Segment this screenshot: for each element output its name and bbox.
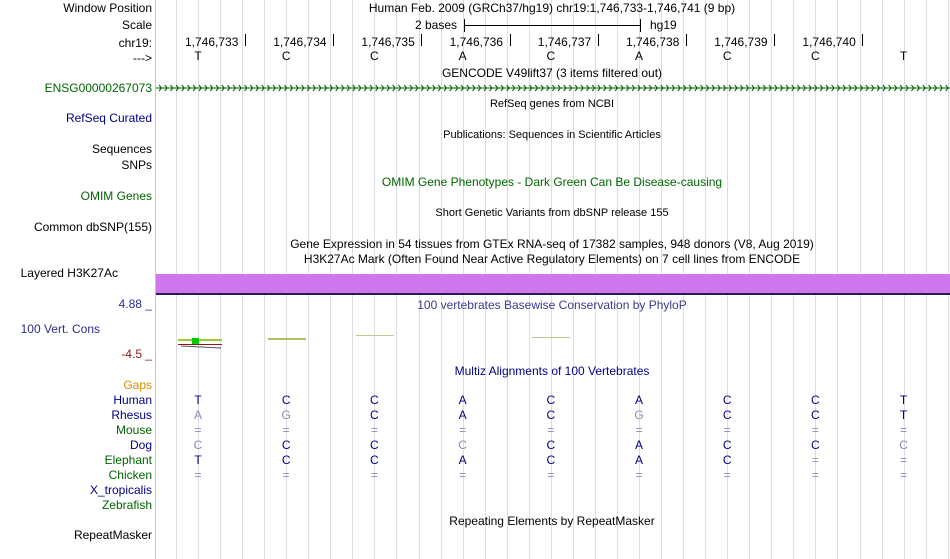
alignment-base: =: [900, 423, 908, 437]
alignment-base: =: [370, 423, 378, 437]
conservation-max-label: 4.88 _: [118, 297, 152, 311]
refseq-ncbi-title: RefSeq genes from NCBI: [489, 98, 615, 110]
species-label[interactable]: X_tropicalis: [89, 483, 152, 497]
ruler-position-label: 1,746,737: [537, 35, 592, 49]
scale-bar-right-tick: [640, 19, 641, 32]
alignment-base: T: [899, 408, 908, 422]
alignment-base: A: [634, 438, 643, 452]
reference-base: T: [194, 49, 202, 63]
reference-base: C: [370, 49, 379, 63]
ruler-position-label: 1,746,734: [273, 35, 327, 49]
phylop-signal[interactable]: [156, 330, 950, 354]
vert-cons-label[interactable]: 100 Vert. Cons: [20, 322, 100, 336]
alignment-base: C: [546, 408, 556, 422]
alignment-base: A: [634, 453, 643, 467]
alignment-base: =: [459, 423, 467, 437]
ruler-tick: [510, 34, 511, 46]
reference-sequence: [156, 49, 950, 63]
strand-arrow-label: --->: [133, 51, 152, 65]
ruler-tick: [245, 34, 246, 46]
chrom-label: chr19:: [118, 36, 152, 50]
alignment-base: =: [459, 468, 467, 482]
alignment-row: [156, 483, 950, 498]
ruler-tick: [862, 34, 863, 46]
alignment-base: =: [811, 453, 819, 467]
assembly-label: hg19: [650, 18, 677, 32]
phylop-title: 100 vertebrates Basewise Conservation by PhyloP: [417, 298, 687, 312]
ruler-position-label: 1,746,733: [185, 35, 239, 49]
alignment-row: [156, 498, 950, 513]
refseq-curated-label[interactable]: RefSeq Curated: [65, 111, 152, 125]
gencode-gene-feature[interactable]: [156, 81, 950, 95]
alignment-row: [156, 408, 950, 423]
ruler-tick: [333, 34, 334, 46]
ruler-position-label: 1,746,740: [802, 35, 856, 49]
ruler-tick: [421, 34, 422, 46]
reference-base: C: [722, 49, 732, 63]
position-title: Human Feb. 2009 (GRCh37/hg19) chr19:1,746,733-1,746,741 (9 bp): [368, 1, 736, 15]
alignment-base: C: [722, 438, 732, 452]
omim-genes-label[interactable]: OMIM Genes: [80, 189, 152, 203]
species-label[interactable]: Zebrafish: [101, 498, 152, 512]
alignment-base: C: [370, 393, 379, 407]
alignment-base: =: [900, 468, 908, 482]
gtex-title: Gene Expression in 54 tissues from GTEx RNA-seq of 17382 samples, 948 donors (V8, Aug 2019): [290, 237, 814, 251]
h3k27ac-signal-band[interactable]: [156, 274, 950, 293]
gencode-track-title: GENCODE V49lift37 (3 items filtered out): [441, 66, 663, 80]
alignment-row: [156, 393, 950, 408]
ruler-tick: [774, 34, 775, 46]
reference-base: C: [811, 49, 820, 63]
reference-base: A: [458, 49, 467, 63]
alignment-base: =: [635, 468, 643, 482]
alignment-base: C: [811, 393, 820, 407]
alignment-base: C: [722, 393, 732, 407]
layered-h3k27ac-label[interactable]: Layered H3K27Ac: [20, 266, 118, 280]
species-label[interactable]: Mouse: [115, 423, 152, 437]
ruler-position-label: 1,746,735: [361, 35, 415, 49]
sequences-label[interactable]: Sequences: [91, 142, 152, 156]
alignment-base: =: [282, 468, 290, 482]
alignment-base: C: [546, 438, 556, 452]
gaps-label: Gaps: [123, 378, 152, 392]
alignment-base: T: [194, 393, 202, 407]
alignment-row: [156, 468, 950, 483]
repeatmasker-label[interactable]: RepeatMasker: [73, 528, 152, 542]
alignment-base: C: [193, 438, 203, 452]
scale-text: 2 bases: [415, 18, 458, 32]
alignment-base: A: [458, 453, 467, 467]
alignment-base: C: [370, 438, 379, 452]
alignment-base: C: [281, 438, 291, 452]
reference-base: C: [546, 49, 556, 63]
alignment-base: =: [194, 468, 202, 482]
alignment-base: C: [899, 438, 908, 452]
dbsnp-title: Short Genetic Variants from dbSNP release 155: [435, 207, 669, 219]
h3k27ac-title: H3K27Ac Mark (Often Found Near Active Regulatory Elements) on 7 cell lines from ENCODE: [303, 252, 801, 266]
coordinate-ruler[interactable]: [156, 34, 950, 48]
scale-label: Scale: [121, 18, 152, 32]
alignment-base: =: [900, 453, 908, 467]
alignment-base: C: [811, 438, 820, 452]
alignment-base: T: [194, 453, 202, 467]
alignment-base: A: [193, 408, 202, 422]
alignment-row: [156, 423, 950, 438]
alignment-base: G: [281, 408, 291, 422]
alignment-base: C: [811, 408, 820, 422]
alignment-base: C: [546, 453, 556, 467]
gene-id-label[interactable]: ENSG00000267073: [44, 81, 152, 95]
conservation-min-label: -4.5 _: [121, 347, 152, 361]
alignment-base: T: [899, 393, 908, 407]
species-label[interactable]: Human: [113, 393, 152, 407]
alignment-base: C: [281, 393, 291, 407]
ruler-position-label: 1,746,738: [626, 35, 680, 49]
alignment-base: A: [458, 393, 467, 407]
alignment-base: C: [722, 408, 732, 422]
publications-title: Publications: Sequences in Scientific Articles: [443, 129, 661, 141]
window-position-label: Window Position: [63, 1, 152, 15]
alignment-base: =: [370, 468, 378, 482]
species-label[interactable]: Rhesus: [111, 408, 152, 422]
track-label-column: [0, 0, 155, 559]
alignment-base: C: [281, 453, 291, 467]
alignment-base: A: [458, 408, 467, 422]
repeatmasker-title: Repeating Elements by RepeatMasker: [449, 514, 655, 528]
alignment-base: =: [194, 423, 202, 437]
alignment-base: =: [282, 423, 290, 437]
alignment-base: G: [634, 408, 644, 422]
ruler-position-label: 1,746,739: [714, 35, 768, 49]
alignment-base: A: [634, 393, 643, 407]
species-label[interactable]: Elephant: [104, 453, 152, 467]
alignment-row: [156, 453, 950, 468]
alignment-base: =: [723, 468, 731, 482]
common-dbsnp-label[interactable]: Common dbSNP(155): [33, 220, 152, 234]
alignment-base: C: [722, 453, 732, 467]
scale-bar-line: [464, 25, 641, 26]
reference-base: T: [899, 49, 908, 63]
alignment-base: =: [547, 468, 555, 482]
reference-base: A: [634, 49, 643, 63]
alignment-base: =: [723, 423, 731, 437]
multiz-title: Multiz Alignments of 100 Vertebrates: [454, 364, 650, 378]
alignment-row: [156, 438, 950, 453]
alignment-base: =: [811, 423, 819, 437]
alignment-base: =: [811, 468, 819, 482]
alignment-base: =: [635, 423, 643, 437]
species-label[interactable]: Dog: [129, 438, 152, 452]
alignment-base: C: [546, 393, 556, 407]
snps-label[interactable]: SNPs: [121, 158, 152, 172]
reference-base: C: [281, 49, 291, 63]
ruler-tick: [686, 34, 687, 46]
h3k27ac-baseline: [156, 293, 950, 295]
ruler-position-label: 1,746,736: [449, 35, 503, 49]
alignment-base: C: [458, 438, 467, 452]
species-label[interactable]: Chicken: [108, 468, 152, 482]
alignment-base: =: [547, 423, 555, 437]
alignment-base: C: [370, 408, 379, 422]
omim-pheno-title: OMIM Gene Phenotypes - Dark Green Can Be Disease-causing: [381, 175, 723, 189]
ruler-tick: [598, 34, 599, 46]
alignment-base: C: [370, 453, 379, 467]
